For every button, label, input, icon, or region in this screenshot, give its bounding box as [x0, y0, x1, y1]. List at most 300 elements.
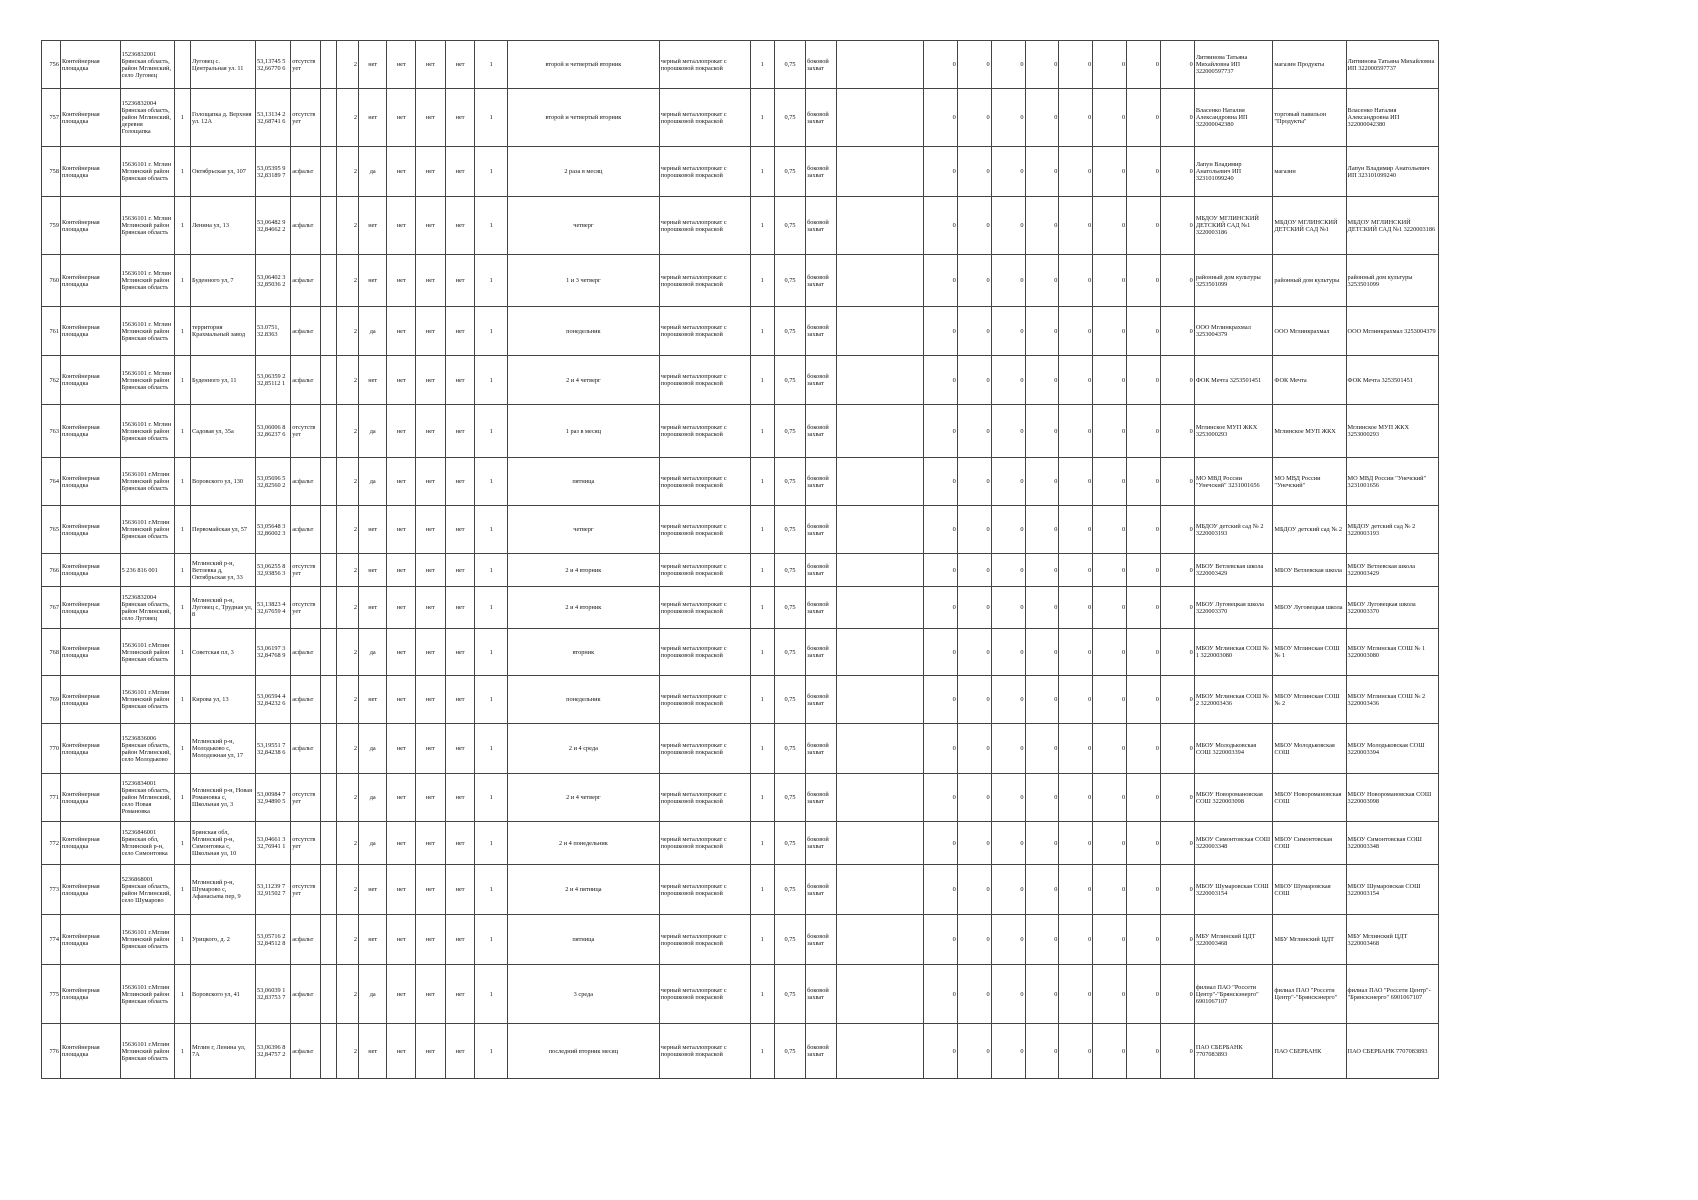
tko-volume-2: 0 [1025, 774, 1059, 822]
collection-schedule: четверг [508, 197, 660, 255]
collection-schedule: 1 и 3 четверг [508, 255, 660, 307]
tko-volume-1: 0 [991, 554, 1025, 587]
payer-name: МБДОУ МГЛИНСКИЙ ДЕТСКИЙ САД №1 3220003186 [1346, 197, 1438, 255]
tko-volume-3: 0 [1059, 865, 1093, 915]
tko-volume-5: 0 [1127, 587, 1161, 629]
tko-volume-3: 0 [1059, 405, 1093, 458]
bulky-count: 0 [923, 822, 957, 865]
tko-volume-2: 0 [1025, 1024, 1059, 1079]
payer-name: филиал ПАО "Россети Центр"-"Брянскэнерго" 6901067107 [1346, 965, 1438, 1024]
canopy-flag: да [358, 724, 386, 774]
tko-volume-1: 0 [991, 587, 1025, 629]
container-quantity: 1 [750, 356, 774, 405]
container-count: 2 [337, 865, 359, 915]
collection-schedule: 2 раза в месяц [508, 147, 660, 197]
coordinates: 53,06006 8 32,86237 6 [256, 405, 291, 458]
owner-name: Литвинова Татьяна Михайловна ИП 322000597737 [1194, 41, 1273, 89]
oktmo-address: 15636101 г.Мглин Мглинский район Брянская область [120, 965, 174, 1024]
container-volume: 0,75 [774, 774, 805, 822]
owner-name: МБДОУ детский сад № 2 3220003193 [1194, 506, 1273, 554]
collection-count: 1 [475, 965, 508, 1024]
coordinates: 53,06039 1 32,83753 7 [256, 965, 291, 1024]
street-address: Мглинский р-н, Ветлевка д, Октябрьская ул, 33 [191, 554, 256, 587]
fence-flag: нет [387, 724, 415, 774]
tko-volume-5: 0 [1127, 506, 1161, 554]
payer-name: Литвинова Татьяна Михайловна ИП 322000597737 [1346, 41, 1438, 89]
tko-volume-4: 0 [1093, 554, 1127, 587]
tko-volume-2: 0 [1025, 676, 1059, 724]
oktmo-address: 15236846001 Брянская обл, Мглинский р-н, село Симонтовка [120, 822, 174, 865]
collection-count: 1 [475, 822, 508, 865]
blank-cell [321, 724, 337, 774]
row-number: 761 [42, 307, 61, 356]
table-row [42, 676, 1439, 724]
site-count: 1 [174, 915, 190, 965]
tko-volume-6: 0 [1160, 41, 1194, 89]
collection-schedule: пятница [508, 458, 660, 506]
payer-name: МБОУ Мглинская СОШ № 1 3220003080 [1346, 629, 1438, 676]
surface-type: асфальт [291, 676, 321, 724]
coordinates: 53.0751, 32.8363 [256, 307, 291, 356]
collection-count: 1 [475, 774, 508, 822]
surface-type: асфальт [291, 197, 321, 255]
tko-volume-4: 0 [1093, 405, 1127, 458]
blank-cell [321, 587, 337, 629]
surface-type: отсутств ует [291, 405, 321, 458]
tko-volume-4: 0 [1093, 724, 1127, 774]
container-count: 2 [337, 915, 359, 965]
large-waste-count: 0 [957, 724, 991, 774]
site-type: Контейнерная площадка [60, 676, 120, 724]
bulky-count: 0 [923, 774, 957, 822]
site-count: 1 [174, 554, 190, 587]
coordinates: 53,13823 4 32,67659 4 [256, 587, 291, 629]
collection-count: 1 [475, 554, 508, 587]
container-count: 2 [337, 197, 359, 255]
loading-type: боковой захват [806, 724, 837, 774]
tko-volume-5: 0 [1127, 629, 1161, 676]
container-volume: 0,75 [774, 307, 805, 356]
oktmo-address: 15636101 г.Мглин Мглинский район Брянская область [120, 458, 174, 506]
waste-source: МБДОУ детский сад № 2 [1273, 506, 1346, 554]
owner-name: МБУ Мглинский ЦДТ 3220003468 [1194, 915, 1273, 965]
street-address: Буденного ул, 7 [191, 255, 256, 307]
loading-type: боковой захват [806, 255, 837, 307]
site-count: 1 [174, 255, 190, 307]
signage-flag: нет [445, 41, 475, 89]
street-address: Мглинский р-н, Шумарово с, Афанасьева пер, 9 [191, 865, 256, 915]
blank-cell [321, 307, 337, 356]
lighting-flag: нет [415, 774, 445, 822]
container-material: черный металлопрокат с порошковой покраской [659, 554, 750, 587]
signage-flag: нет [445, 587, 475, 629]
loading-type: боковой захват [806, 865, 837, 915]
tko-volume-6: 0 [1160, 965, 1194, 1024]
container-material: черный металлопрокат с порошковой покраской [659, 255, 750, 307]
payer-name: Лапун Владимир Анатольевич ИП 323101099240 [1346, 147, 1438, 197]
tko-volume-1: 0 [991, 41, 1025, 89]
lighting-flag: нет [415, 147, 445, 197]
waste-source: ПАО СБЕРБАНК [1273, 1024, 1346, 1079]
loading-type: боковой захват [806, 307, 837, 356]
fence-flag: нет [387, 89, 415, 147]
site-type: Контейнерная площадка [60, 822, 120, 865]
fence-flag: нет [387, 41, 415, 89]
tko-volume-5: 0 [1127, 197, 1161, 255]
fence-flag: нет [387, 965, 415, 1024]
large-waste-count: 0 [957, 197, 991, 255]
blank-cell [837, 965, 924, 1024]
signage-flag: нет [445, 147, 475, 197]
waste-source: торговый павильон "Продукты" [1273, 89, 1346, 147]
canopy-flag: нет [358, 676, 386, 724]
container-material: черный металлопрокат с порошковой покраской [659, 965, 750, 1024]
tko-volume-4: 0 [1093, 41, 1127, 89]
table-row [42, 965, 1439, 1024]
bulky-count: 0 [923, 147, 957, 197]
row-number: 772 [42, 822, 61, 865]
tko-volume-4: 0 [1093, 356, 1127, 405]
container-material: черный металлопрокат с порошковой покраской [659, 89, 750, 147]
street-address: Мглин г, Ленина ул, 7А [191, 1024, 256, 1079]
large-waste-count: 0 [957, 587, 991, 629]
site-count: 1 [174, 724, 190, 774]
tko-volume-6: 0 [1160, 774, 1194, 822]
surface-type: асфальт [291, 965, 321, 1024]
tko-volume-2: 0 [1025, 915, 1059, 965]
tko-volume-2: 0 [1025, 197, 1059, 255]
owner-name: МБОУ Мглинская СОШ № 2 3220003436 [1194, 676, 1273, 724]
row-number: 759 [42, 197, 61, 255]
large-waste-count: 0 [957, 356, 991, 405]
tko-volume-4: 0 [1093, 89, 1127, 147]
container-count: 2 [337, 587, 359, 629]
fence-flag: нет [387, 676, 415, 724]
table-row [42, 255, 1439, 307]
bulky-count: 0 [923, 458, 957, 506]
tko-volume-2: 0 [1025, 506, 1059, 554]
surface-type: асфальт [291, 915, 321, 965]
oktmo-address: 15636101 г. Мглин Мглинский район Брянская область [120, 147, 174, 197]
container-count: 2 [337, 89, 359, 147]
bulky-count: 0 [923, 554, 957, 587]
payer-name: МО МВД России "Унечский" 3231001656 [1346, 458, 1438, 506]
coordinates: 53,13134 2 32,68741 6 [256, 89, 291, 147]
oktmo-address: 15236834001 Брянская область, район Мглинский, село Новая Романовка [120, 774, 174, 822]
waste-source: МО МВД России "Унечский" [1273, 458, 1346, 506]
tko-volume-5: 0 [1127, 915, 1161, 965]
tko-volume-4: 0 [1093, 865, 1127, 915]
collection-count: 1 [475, 676, 508, 724]
canopy-flag: нет [358, 506, 386, 554]
tko-volume-6: 0 [1160, 915, 1194, 965]
container-count: 2 [337, 307, 359, 356]
canopy-flag: нет [358, 554, 386, 587]
site-type: Контейнерная площадка [60, 915, 120, 965]
blank-cell [321, 506, 337, 554]
signage-flag: нет [445, 255, 475, 307]
site-type: Контейнерная площадка [60, 865, 120, 915]
collection-count: 1 [475, 458, 508, 506]
oktmo-address: 15236832001 Брянская область, район Мглинский, село Луговец [120, 41, 174, 89]
site-type: Контейнерная площадка [60, 405, 120, 458]
fence-flag: нет [387, 1024, 415, 1079]
tko-volume-5: 0 [1127, 41, 1161, 89]
container-count: 2 [337, 822, 359, 865]
blank-cell [837, 629, 924, 676]
large-waste-count: 0 [957, 676, 991, 724]
lighting-flag: нет [415, 255, 445, 307]
canopy-flag: нет [358, 1024, 386, 1079]
large-waste-count: 0 [957, 774, 991, 822]
row-number: 764 [42, 458, 61, 506]
container-volume: 0,75 [774, 554, 805, 587]
tko-volume-2: 0 [1025, 724, 1059, 774]
table-row [42, 629, 1439, 676]
tko-volume-5: 0 [1127, 865, 1161, 915]
container-count: 2 [337, 724, 359, 774]
tko-volume-1: 0 [991, 197, 1025, 255]
street-address: Воровского ул, 41 [191, 965, 256, 1024]
surface-type: отсутств ует [291, 89, 321, 147]
blank-cell [837, 865, 924, 915]
container-quantity: 1 [750, 147, 774, 197]
bulky-count: 0 [923, 587, 957, 629]
site-type: Контейнерная площадка [60, 41, 120, 89]
lighting-flag: нет [415, 724, 445, 774]
site-count: 1 [174, 356, 190, 405]
canopy-flag: нет [358, 915, 386, 965]
fence-flag: нет [387, 356, 415, 405]
owner-name: Власенко Наталия Александровна ИП 322000042380 [1194, 89, 1273, 147]
tko-volume-4: 0 [1093, 506, 1127, 554]
large-waste-count: 0 [957, 89, 991, 147]
table-row [42, 405, 1439, 458]
container-count: 2 [337, 676, 359, 724]
lighting-flag: нет [415, 506, 445, 554]
waste-source: филиал ПАО "Россети Центр"-"Брянскэнерго" [1273, 965, 1346, 1024]
waste-source: МБДОУ МГЛИНСКИЙ ДЕТСКИЙ САД №1 [1273, 197, 1346, 255]
tko-volume-3: 0 [1059, 629, 1093, 676]
blank-cell [837, 724, 924, 774]
loading-type: боковой захват [806, 458, 837, 506]
oktmo-address: 15636101 г.Мглин Мглинский район Брянская область [120, 915, 174, 965]
container-volume: 0,75 [774, 147, 805, 197]
loading-type: боковой захват [806, 915, 837, 965]
container-material: черный металлопрокат с порошковой покраской [659, 774, 750, 822]
container-volume: 0,75 [774, 356, 805, 405]
container-quantity: 1 [750, 1024, 774, 1079]
tko-volume-3: 0 [1059, 1024, 1093, 1079]
tko-volume-2: 0 [1025, 307, 1059, 356]
blank-cell [321, 915, 337, 965]
tko-volume-5: 0 [1127, 554, 1161, 587]
container-volume: 0,75 [774, 822, 805, 865]
tko-volume-1: 0 [991, 629, 1025, 676]
collection-schedule: пятница [508, 915, 660, 965]
owner-name: МБОУ Симонтовская СОШ 3220003348 [1194, 822, 1273, 865]
large-waste-count: 0 [957, 41, 991, 89]
row-number: 771 [42, 774, 61, 822]
street-address: Мглинский р-н, Луговец с, Трудная ул, 8 [191, 587, 256, 629]
large-waste-count: 0 [957, 506, 991, 554]
waste-source: МБОУ Ветлевская школа [1273, 554, 1346, 587]
site-type: Контейнерная площадка [60, 356, 120, 405]
tko-volume-1: 0 [991, 965, 1025, 1024]
tko-volume-2: 0 [1025, 405, 1059, 458]
fence-flag: нет [387, 915, 415, 965]
payer-name: Мглинское МУП ЖКХ 3253000293 [1346, 405, 1438, 458]
surface-type: отсутств ует [291, 41, 321, 89]
surface-type: асфальт [291, 307, 321, 356]
blank-cell [321, 356, 337, 405]
surface-type: асфальт [291, 356, 321, 405]
canopy-flag: да [358, 822, 386, 865]
tko-volume-3: 0 [1059, 724, 1093, 774]
canopy-flag: нет [358, 197, 386, 255]
fence-flag: нет [387, 307, 415, 356]
signage-flag: нет [445, 307, 475, 356]
owner-name: МБОУ Новоромановская СОШ 3220003098 [1194, 774, 1273, 822]
tko-volume-5: 0 [1127, 255, 1161, 307]
fence-flag: нет [387, 865, 415, 915]
waste-source: магазин Продукты [1273, 41, 1346, 89]
tko-volume-4: 0 [1093, 965, 1127, 1024]
tko-volume-2: 0 [1025, 865, 1059, 915]
owner-name: ООО Мглинкрахмал 3253004379 [1194, 307, 1273, 356]
street-address: Первомайская ул, 57 [191, 506, 256, 554]
row-number: 776 [42, 1024, 61, 1079]
table-row [42, 774, 1439, 822]
table-row [42, 307, 1439, 356]
blank-cell [321, 774, 337, 822]
blank-cell [837, 587, 924, 629]
lighting-flag: нет [415, 676, 445, 724]
collection-schedule: 3 среда [508, 965, 660, 1024]
table-row [42, 554, 1439, 587]
tko-volume-6: 0 [1160, 458, 1194, 506]
coordinates: 53,05648 3 32,86002 3 [256, 506, 291, 554]
loading-type: боковой захват [806, 629, 837, 676]
tko-volume-3: 0 [1059, 356, 1093, 405]
row-number: 773 [42, 865, 61, 915]
owner-name: ПАО СБЕРБАНК 7707083893 [1194, 1024, 1273, 1079]
row-number: 765 [42, 506, 61, 554]
owner-name: МБОУ Молодьковская СОШ 3220003394 [1194, 724, 1273, 774]
tko-volume-4: 0 [1093, 147, 1127, 197]
tko-volume-2: 0 [1025, 147, 1059, 197]
site-count: 1 [174, 676, 190, 724]
blank-cell [321, 147, 337, 197]
coordinates: 53,19551 7 32,84238 6 [256, 724, 291, 774]
collection-schedule: второй и четвертый вторник [508, 89, 660, 147]
row-number: 763 [42, 405, 61, 458]
site-count: 1 [174, 965, 190, 1024]
site-count: 1 [174, 307, 190, 356]
tko-volume-2: 0 [1025, 965, 1059, 1024]
lighting-flag: нет [415, 307, 445, 356]
container-count: 2 [337, 41, 359, 89]
tko-volume-1: 0 [991, 147, 1025, 197]
blank-cell [837, 255, 924, 307]
tko-volume-6: 0 [1160, 89, 1194, 147]
tko-volume-2: 0 [1025, 587, 1059, 629]
loading-type: боковой захват [806, 506, 837, 554]
table-row [42, 724, 1439, 774]
collection-count: 1 [475, 307, 508, 356]
container-volume: 0,75 [774, 587, 805, 629]
waste-source: МБОУ Симонтовская СОШ [1273, 822, 1346, 865]
blank-cell [837, 41, 924, 89]
signage-flag: нет [445, 1024, 475, 1079]
tko-volume-1: 0 [991, 356, 1025, 405]
fence-flag: нет [387, 405, 415, 458]
container-volume: 0,75 [774, 89, 805, 147]
fence-flag: нет [387, 587, 415, 629]
site-count: 1 [174, 197, 190, 255]
payer-name: Власенко Наталия Александровна ИП 322000042380 [1346, 89, 1438, 147]
payer-name: МБОУ Новоромановская СОШ 3220003098 [1346, 774, 1438, 822]
blank-cell [837, 1024, 924, 1079]
tko-volume-6: 0 [1160, 255, 1194, 307]
tko-volume-3: 0 [1059, 197, 1093, 255]
tko-volume-4: 0 [1093, 307, 1127, 356]
container-quantity: 1 [750, 458, 774, 506]
container-material: черный металлопрокат с порошковой покраской [659, 356, 750, 405]
site-type: Контейнерная площадка [60, 197, 120, 255]
collection-schedule: 2 и 4 среда [508, 724, 660, 774]
container-count: 2 [337, 405, 359, 458]
coordinates: 53,06594 4 32,84232 6 [256, 676, 291, 724]
fence-flag: нет [387, 147, 415, 197]
oktmo-address: 5 236 816 001 [120, 554, 174, 587]
tko-volume-2: 0 [1025, 822, 1059, 865]
blank-cell [321, 1024, 337, 1079]
tko-volume-1: 0 [991, 89, 1025, 147]
tko-volume-3: 0 [1059, 915, 1093, 965]
container-quantity: 1 [750, 774, 774, 822]
collection-count: 1 [475, 255, 508, 307]
payer-name: МБОУ Луговецкая школа 3220003370 [1346, 587, 1438, 629]
owner-name: МБОУ Шумаровская СОШ 3220003154 [1194, 865, 1273, 915]
tko-volume-5: 0 [1127, 774, 1161, 822]
canopy-flag: да [358, 965, 386, 1024]
blank-cell [321, 41, 337, 89]
tko-volume-2: 0 [1025, 41, 1059, 89]
blank-cell [321, 554, 337, 587]
site-count: 1 [174, 822, 190, 865]
tko-volume-4: 0 [1093, 629, 1127, 676]
container-count: 2 [337, 506, 359, 554]
surface-type: отсутств ует [291, 554, 321, 587]
signage-flag: нет [445, 822, 475, 865]
large-waste-count: 0 [957, 405, 991, 458]
fence-flag: нет [387, 197, 415, 255]
street-address: Советская пл, 3 [191, 629, 256, 676]
oktmo-address: 15636101 г.Мглин Мглинский район Брянская область [120, 676, 174, 724]
coordinates: 53,00984 7 32,94890 5 [256, 774, 291, 822]
payer-name: МБДОУ детский сад № 2 3220003193 [1346, 506, 1438, 554]
loading-type: боковой захват [806, 676, 837, 724]
container-quantity: 1 [750, 554, 774, 587]
tko-volume-6: 0 [1160, 356, 1194, 405]
coordinates: 53,05395 9 32,83189 7 [256, 147, 291, 197]
container-count: 2 [337, 147, 359, 197]
oktmo-address: 15236832004 Брянская область, район Мглинский, деревня Голощапка [120, 89, 174, 147]
fence-flag: нет [387, 774, 415, 822]
tko-volume-6: 0 [1160, 629, 1194, 676]
collection-schedule: понедельник [508, 307, 660, 356]
